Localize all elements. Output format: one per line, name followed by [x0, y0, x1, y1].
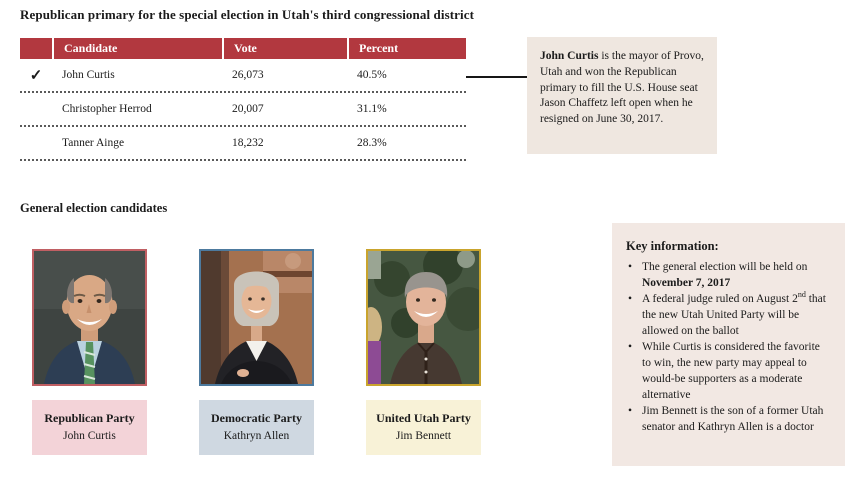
vote-percent: 40.5% — [357, 69, 387, 81]
vote-count: 20,007 — [232, 103, 264, 115]
bullet-icon: • — [628, 260, 633, 273]
header-candidate: Candidate — [52, 38, 222, 59]
bullet-icon: • — [628, 292, 633, 305]
bullet-text: Jim Bennett is the son of a former Utah senator and Kathryn Allen is a doctor — [642, 405, 824, 434]
bullet-text: While Curtis is considered the favorite to win, the new party may appeal to would-be supporters as a moderate alternative — [642, 340, 820, 402]
bullet-icon: • — [628, 405, 633, 418]
vote-percent: 31.1% — [357, 103, 387, 115]
key-info-heading: Key information: — [626, 239, 719, 253]
callout-text: is the mayor of Provo, Utah and won the Republican primary to fill the U.S. House seat Jason Chaffetz left open when he resigned on June 30, 2017. — [540, 50, 704, 125]
page-title: Republican primary for the special election in Utah's third congressional district — [20, 7, 475, 22]
key-info-bullet-3 — [626, 339, 831, 403]
john-curtis-photo — [32, 249, 147, 386]
candidate-name: John Curtis — [62, 69, 115, 81]
primary-results-table — [20, 38, 466, 161]
vote-percent: 28.3% — [357, 137, 387, 149]
jim-bennett-portrait-illustration — [368, 251, 479, 384]
bullet-text-part: A federal judge ruled on August 2 — [642, 292, 798, 305]
bullet-text-part: The general election will be held on — [642, 260, 808, 273]
bullet-icon: • — [628, 340, 633, 353]
bullet-bold-date: November 7, 2017 — [642, 276, 731, 289]
header-vote: Vote — [222, 38, 347, 59]
jim-bennett-photo — [366, 249, 481, 386]
winner-check-icon: ✓ — [29, 67, 43, 84]
callout-bold-name: John Curtis — [540, 50, 599, 62]
kathryn-allen-photo — [199, 249, 314, 386]
key-info-bullet-1 — [626, 259, 831, 291]
table-header-row — [20, 38, 466, 59]
candidate-name: John Curtis — [63, 429, 116, 442]
republican-label-box — [32, 400, 147, 455]
bullet-text — [642, 291, 831, 339]
democratic-label-box — [199, 400, 314, 455]
united-utah-label-box — [366, 400, 481, 455]
vote-count: 18,232 — [232, 137, 264, 149]
john-curtis-portrait-illustration — [34, 251, 145, 384]
table-row — [20, 59, 466, 93]
callout-connector-line — [466, 76, 527, 78]
party-name: Republican Party — [44, 411, 135, 426]
candidate-card-united-utah — [366, 249, 481, 455]
bullet-text — [642, 259, 831, 291]
table-row — [20, 127, 466, 161]
section-heading: General election candidates — [20, 201, 168, 215]
winner-callout-box — [527, 37, 717, 154]
candidate-name: Jim Bennett — [395, 429, 452, 442]
candidate-name: Tanner Ainge — [62, 137, 125, 149]
header-percent: Percent — [347, 38, 466, 59]
party-name: United Utah Party — [376, 411, 471, 426]
candidate-name: Christopher Herrod — [62, 103, 152, 115]
candidate-card-democratic — [199, 249, 314, 455]
kathryn-allen-portrait-illustration — [201, 251, 312, 384]
key-info-bullet-2 — [626, 291, 831, 339]
table-row — [20, 93, 466, 127]
key-info-bullet-4 — [626, 403, 831, 435]
candidate-name: Kathryn Allen — [223, 429, 290, 442]
candidate-card-republican — [32, 249, 147, 455]
bullet-text-part: that the new Utah United Party will be allowed on the ballot — [642, 292, 826, 337]
vote-count: 26,073 — [232, 69, 264, 81]
key-information-box — [612, 223, 845, 466]
party-name: Democratic Party — [211, 411, 302, 426]
ordinal-superscript: nd — [797, 289, 806, 299]
header-check-column — [20, 38, 52, 59]
